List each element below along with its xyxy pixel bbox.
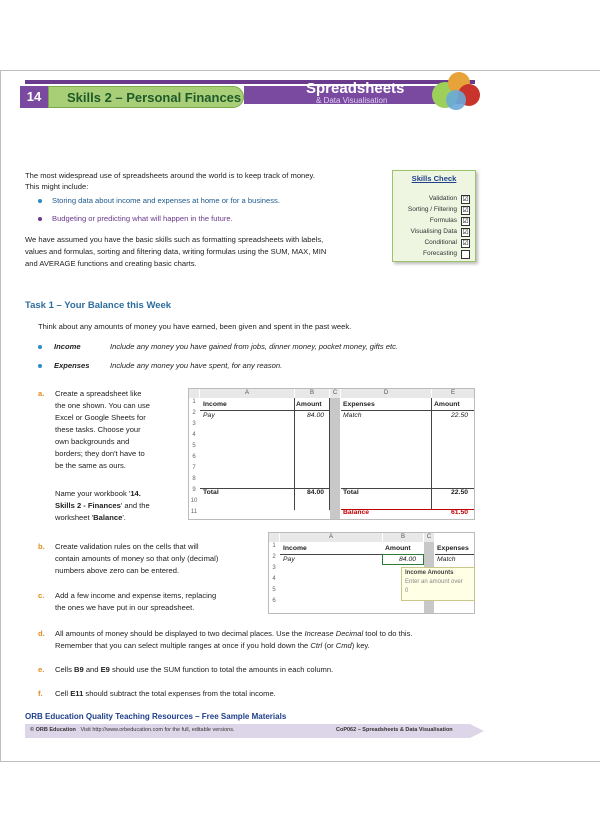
col-header: A	[200, 389, 294, 398]
d-line1: All amounts of money should be displayed to two decimal places. Use the Increase Decimal tool to do this.	[55, 629, 413, 638]
item-letter: d.	[38, 629, 45, 638]
cell: Match	[343, 412, 362, 419]
skills-check-title: Skills Check	[411, 174, 457, 183]
a-name-line1: Name your workbook '14.	[55, 489, 141, 498]
e-line: Cells B9 and E9 should use the SUM function to total the amounts in each column.	[55, 665, 334, 674]
footer-arrow-icon	[470, 724, 484, 738]
cell: 22.50	[451, 489, 469, 496]
intro-p2a: We have assumed you have the basic skills such as formatting spreadsheets with labels,	[25, 235, 324, 244]
intro-bullet-1: Storing data about income and expenses at home or for a business.	[52, 196, 280, 205]
cell: Amount	[296, 401, 322, 408]
item-letter: b.	[38, 542, 45, 551]
cell: Amount	[434, 401, 460, 408]
bubbles-logo-icon	[432, 70, 482, 114]
cell: Expenses	[437, 545, 469, 552]
item-letter: e.	[38, 665, 45, 674]
col-header: B	[383, 533, 423, 542]
intro-p2b: values and formulas, sorting and filtering data, writing formulas using the SUM, MAX, MIN	[25, 247, 327, 256]
a-line: own backgrounds and	[55, 437, 130, 446]
cell: Total	[343, 489, 359, 496]
a-name-line3: worksheet 'Balance'.	[55, 513, 126, 522]
skills-check-box	[392, 170, 476, 262]
cell: 84.00	[307, 412, 325, 419]
col-header: D	[341, 389, 431, 398]
cell: Income	[203, 401, 227, 408]
item-letter: f.	[38, 689, 43, 698]
checkbox-icon: ☑	[462, 218, 469, 225]
intro-p1: The most widespread use of spreadsheets around the world is to keep track of money.	[25, 171, 315, 180]
col-header: C	[330, 389, 340, 398]
col-header: E	[432, 389, 474, 398]
footer-title: ORB Education Quality Teaching Resources – Free Sample Materials	[25, 712, 287, 721]
def-desc: Include any money you have gained from jobs, dinner money, pocket money, gifts etc.	[110, 342, 399, 351]
col-header: C	[424, 533, 434, 542]
skill-label: Forecasting	[423, 250, 457, 257]
a-line: Excel or Google Sheets for	[55, 413, 146, 422]
skill-label: Sorting / Filtering	[407, 206, 457, 213]
cell: Balance	[343, 509, 370, 516]
header-rule	[25, 80, 475, 84]
validation-tooltip: Income Amounts Enter an amount over 0	[401, 567, 475, 601]
task-heading: Task 1 – Your Balance this Week	[25, 300, 172, 311]
section-title: Spreadsheets	[306, 80, 405, 97]
page-number: 14	[20, 86, 48, 108]
checkbox-icon: ☑	[462, 207, 469, 214]
spreadsheet-example-1: A B C D E 1 2 3 4 5 6 7 8 9 10 11 Income Amount Expenses Amount Pay 84.00 Match 22.50 Total 84.00 Total 22.50 Balance 61.50	[188, 388, 475, 520]
cell: Amount	[385, 545, 411, 552]
b-line: numbers above zero can be entered.	[55, 566, 180, 575]
bullet-dot	[38, 217, 42, 221]
cell: 61.50	[451, 509, 469, 516]
skill-label: Formulas	[429, 217, 457, 224]
col-header: B	[295, 389, 329, 398]
b-line: Create validation rules on the cells that will	[55, 542, 199, 551]
checkbox-icon: ☑	[462, 229, 469, 236]
def-desc: Include any money you have spent, for any reason.	[110, 361, 283, 370]
cell: Pay	[283, 556, 295, 563]
cell: 84.00	[307, 489, 325, 496]
a-line: Create a spreadsheet like	[55, 389, 142, 398]
c-line: the ones we have put in our spreadsheet.	[55, 603, 195, 612]
cell: 84.00	[399, 556, 417, 563]
cell: Total	[203, 489, 219, 496]
f-line: Cell E11 should subtract the total expenses from the total income.	[55, 689, 276, 698]
skill-label: Conditional	[424, 239, 457, 246]
task-intro: Think about any amounts of money you have earned, been given and spent in the past week.	[38, 322, 352, 331]
cell: 22.50	[451, 412, 469, 419]
d-line2: Remember that you can select multiple ranges at once if you hold down the Ctrl (or Cmd) key.	[55, 641, 370, 650]
b-line: contain amounts of money so that only (decimal)	[55, 554, 219, 563]
intro-p2c: and AVERAGE functions and creating basic charts.	[25, 259, 197, 268]
cell: Pay	[203, 412, 215, 419]
intro-bullet-2: Budgeting or predicting what will happen in the future.	[52, 214, 233, 223]
checkbox-icon	[461, 250, 470, 259]
page-title: Skills 2 – Personal Finances	[48, 86, 244, 108]
bullet-dot	[38, 364, 42, 368]
footer-left: © ORB Education Visit http://www.orbeducation.com for the full, editable versions.	[30, 727, 235, 733]
cell: Expenses	[343, 401, 375, 408]
intro-p1b: This might include:	[25, 182, 89, 191]
a-line: these tasks. Choose your	[55, 425, 141, 434]
def-term: Income	[54, 342, 81, 351]
a-line: be the same as ours.	[55, 461, 126, 470]
cell: Income	[283, 545, 307, 552]
section-subtitle: & Data Visualisation	[316, 96, 388, 105]
item-letter: a.	[38, 389, 45, 398]
def-term: Expenses	[54, 361, 90, 370]
a-name-line2: Skills 2 - Finances' and the	[55, 501, 150, 510]
gap-column	[330, 398, 340, 519]
bullet-dot	[38, 345, 42, 349]
c-line: Add a few income and expense items, replacing	[55, 591, 217, 600]
item-letter: c.	[38, 591, 45, 600]
skill-label: Validation	[428, 195, 457, 202]
bullet-dot	[38, 199, 42, 203]
a-line: borders; they don't have to	[55, 449, 145, 458]
cell: Match	[437, 556, 456, 563]
checkbox-icon: ☑	[462, 240, 469, 247]
skill-label: Visualising Data	[410, 228, 457, 235]
footer-right: CoP062 – Spreadsheets & Data Visualisation	[336, 727, 453, 733]
a-line: the one shown. You can use	[55, 401, 150, 410]
spreadsheet-example-2: A B C 1 2 3 4 5 6 Income Amount Expenses Pay 84.00 Match Income Amounts Enter an amount over 0	[268, 532, 475, 614]
col-header: A	[280, 533, 382, 542]
checkbox-icon: ☑	[462, 196, 469, 203]
